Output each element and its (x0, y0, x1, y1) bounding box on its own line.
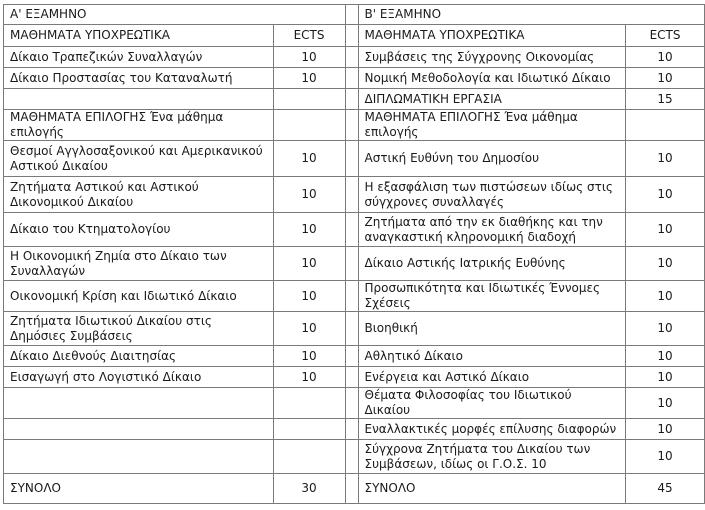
semester-a-ects: 10 (273, 281, 345, 312)
semester-b-ects: 10 (626, 47, 705, 68)
semester-a-course: Εισαγωγή στο Λογιστικό Δίκαιο (4, 367, 274, 388)
semester-a-total-value: 30 (273, 474, 345, 504)
semester-b-course: Συμβάσεις της Σύγχρονης Οικονομίας (358, 47, 626, 68)
column-gap (345, 388, 358, 419)
table-row (4, 89, 705, 110)
semester-a-ects (273, 440, 345, 474)
table-row (4, 110, 705, 141)
semester-a-course: Η Οικονομική Ζημία στο Δίκαιο των Συναλλαγών (4, 247, 274, 281)
semester-b-course: Σύγχρονα Ζητήματα του Δικαίου των Συμβάσεων, ιδίως οι Γ.Ο.Σ. 10 (358, 440, 626, 474)
semester-b-ects: 10 (626, 177, 705, 213)
semester-a-ects: 10 (273, 247, 345, 281)
semester-a-ects (273, 388, 345, 419)
table-row (4, 213, 705, 247)
column-gap (345, 312, 358, 346)
semester-b-course: Βιοηθική (358, 312, 626, 346)
column-gap (345, 141, 358, 177)
semester-b-course: Προσωπικότητα και Ιδιωτικές Έννομες Σχέσεις (358, 281, 626, 312)
semester-b-course: ΔΙΠΛΩΜΑΤΙΚΗ ΕΡΓΑΣΙΑ (358, 89, 626, 110)
table-row (4, 247, 705, 281)
column-gap (345, 419, 358, 440)
table-row (4, 312, 705, 346)
semester-a-ects: 10 (273, 141, 345, 177)
column-gap (345, 346, 358, 367)
semester-b-total-value: 45 (626, 474, 705, 504)
semester-a-course: Ζητήματα Ιδιωτικού Δικαίου στις Δημόσιες Συμβάσεις (4, 312, 274, 346)
semester-b-course: Νομική Μεθοδολογία και Ιδιωτικό Δίκαιο (358, 68, 626, 89)
table-row (4, 367, 705, 388)
column-gap (345, 47, 358, 68)
table-row (4, 47, 705, 68)
curriculum-table (3, 4, 705, 504)
semester-a-ects: 10 (273, 213, 345, 247)
column-gap (345, 440, 358, 474)
semester-b-ects: 10 (626, 346, 705, 367)
semester-a-ects: 10 (273, 312, 345, 346)
table-row (4, 281, 705, 312)
semester-b-course: Ζητήματα από την εκ διαθήκης και την αναγκαστική κληρονομική διαδοχή (358, 213, 626, 247)
semester-a-course (4, 440, 274, 474)
column-gap (345, 68, 358, 89)
semester-a-course: Ζητήματα Αστικού και Αστικού Δικονομικού Δικαίου (4, 177, 274, 213)
semester-a-ects (273, 110, 345, 141)
semester-a-course: Οικονομική Κρίση και Ιδιωτικό Δίκαιο (4, 281, 274, 312)
column-gap (345, 5, 358, 25)
semester-b-ects: 10 (626, 367, 705, 388)
column-gap (345, 213, 358, 247)
semester-b-ects: 10 (626, 213, 705, 247)
column-gap (345, 25, 358, 47)
semester-a-course (4, 89, 274, 110)
table-row (4, 419, 705, 440)
semester-a-ects (273, 419, 345, 440)
semester-b-course: ΜΑΘΗΜΑΤΑ ΕΠΙΛΟΓΗΣ Ένα μάθημα επιλογής (358, 110, 626, 141)
semester-b-course: Αθλητικό Δίκαιο (358, 346, 626, 367)
semester-a-ects: ECTS (273, 25, 345, 47)
semester-a-ects (273, 89, 345, 110)
semester-a-header: Α' ΕΞΑΜΗΝΟ (4, 5, 346, 25)
semester-b-ects: 15 (626, 89, 705, 110)
semester-b-header: Β' ΕΞΑΜΗΝΟ (358, 5, 705, 25)
semester-a-ects: 10 (273, 367, 345, 388)
semester-a-course: Δίκαιο Προστασίας του Καταναλωτή (4, 68, 274, 89)
table-row (4, 440, 705, 474)
semester-a-course: ΜΑΘΗΜΑΤΑ ΥΠΟΧΡΕΩΤΙΚΑ (4, 25, 274, 47)
table-row (4, 177, 705, 213)
semester-b-ects: 10 (626, 419, 705, 440)
semester-a-total-label: ΣΥΝΟΛΟ (4, 474, 274, 504)
semester-a-course: Δίκαιο του Κτηματολογίου (4, 213, 274, 247)
column-gap (345, 177, 358, 213)
semester-a-ects: 10 (273, 346, 345, 367)
semester-a-course: Θεσμοί Αγγλοσαξονικού και Αμερικανικού Αστικού Δικαίου (4, 141, 274, 177)
semester-b-ects: 10 (626, 141, 705, 177)
semester-b-ects: ECTS (626, 25, 705, 47)
column-gap (345, 474, 358, 504)
semester-a-course: Δίκαιο Τραπεζικών Συναλλαγών (4, 47, 274, 68)
semester-b-ects: 10 (626, 281, 705, 312)
column-gap (345, 281, 358, 312)
column-gap (345, 247, 358, 281)
table-row (4, 68, 705, 89)
semester-a-ects: 10 (273, 47, 345, 68)
semester-b-course: Ενέργεια και Αστικό Δίκαιο (358, 367, 626, 388)
semester-b-ects (626, 110, 705, 141)
semester-b-course: Θέματα Φιλοσοφίας του Ιδιωτικού Δικαίου (358, 388, 626, 419)
semester-header-row (4, 5, 705, 25)
semester-b-course: Δίκαιο Αστικής Ιατρικής Ευθύνης (358, 247, 626, 281)
semester-a-ects: 10 (273, 68, 345, 89)
semester-b-course: Η εξασφάλιση των πιστώσεων ιδίως στις σύγχρονες συναλλαγές (358, 177, 626, 213)
semester-a-course (4, 419, 274, 440)
semester-b-ects: 10 (626, 388, 705, 419)
totals-row (4, 474, 705, 504)
semester-a-ects: 10 (273, 177, 345, 213)
semester-a-course: Δίκαιο Διεθνούς Διαιτησίας (4, 346, 274, 367)
semester-b-ects: 10 (626, 440, 705, 474)
semester-b-ects: 10 (626, 312, 705, 346)
semester-b-course: Εναλλακτικές μορφές επίλυσης διαφορών (358, 419, 626, 440)
semester-b-course: Αστική Ευθύνη του Δημοσίου (358, 141, 626, 177)
semester-b-ects: 10 (626, 247, 705, 281)
column-gap (345, 89, 358, 110)
table-row (4, 388, 705, 419)
semester-b-total-label: ΣΥΝΟΛΟ (358, 474, 626, 504)
semester-a-course: ΜΑΘΗΜΑΤΑ ΕΠΙΛΟΓΗΣ Ένα μάθημα επιλογής (4, 110, 274, 141)
column-gap (345, 367, 358, 388)
table-row (4, 25, 705, 47)
table-row (4, 346, 705, 367)
semester-a-course (4, 388, 274, 419)
column-gap (345, 110, 358, 141)
table-row (4, 141, 705, 177)
semester-b-ects: 10 (626, 68, 705, 89)
semester-b-course: ΜΑΘΗΜΑΤΑ ΥΠΟΧΡΕΩΤΙΚΑ (358, 25, 626, 47)
